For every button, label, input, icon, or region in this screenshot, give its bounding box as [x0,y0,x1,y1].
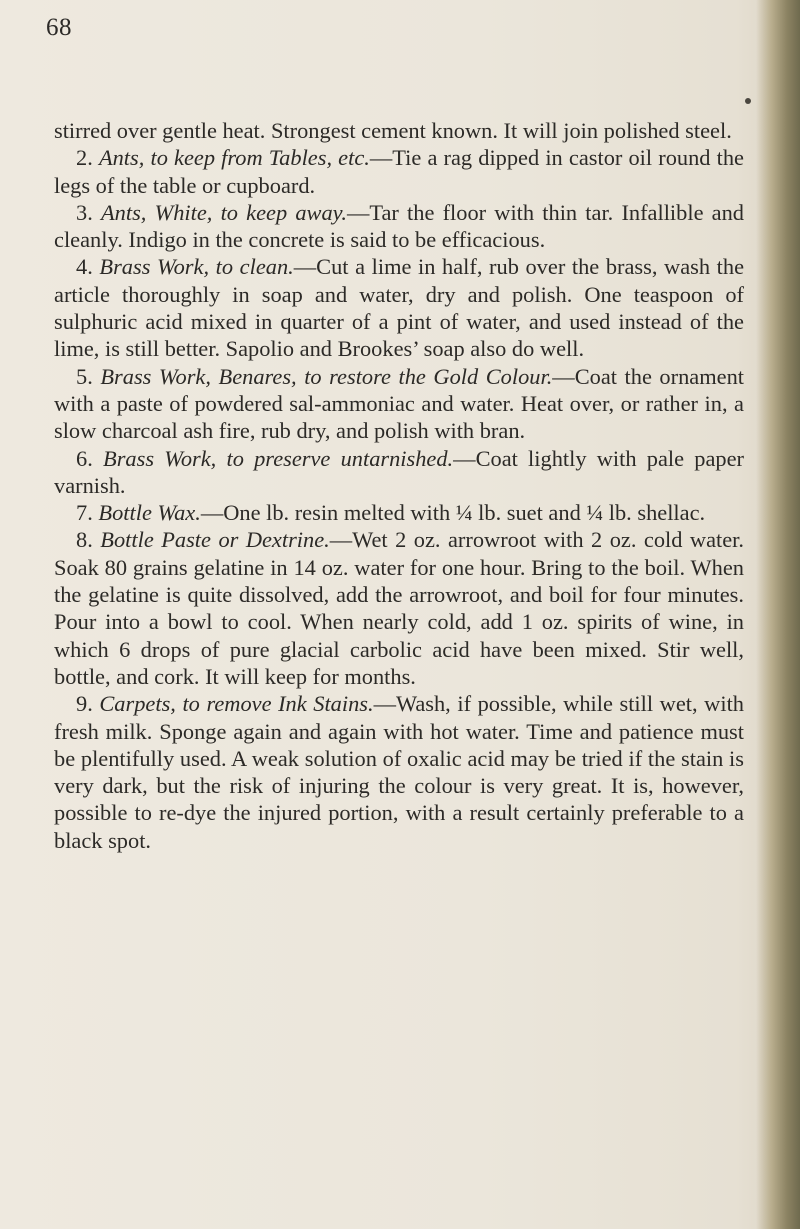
paragraph-title: Ants, White, to keep away. [100,199,347,225]
page-edge-shadow [756,0,800,1229]
paragraph-body: —Tar the floor with thin tar. Infallible and cleanly. Indigo in the concrete is said to be efficacious. [54,199,745,253]
paragraph-5 [54,363,744,445]
paragraph-title: Bottle Paste or Dextrine. [100,527,330,553]
paragraph-number: 7. [76,500,93,526]
paragraph-2 [54,144,744,199]
paragraph-body: —Wash, if possible, while still wet, with fresh milk. Sponge again and again with hot water. Time and patience must be plentifully used. A weak solution of oxalic acid may be tried if the stain is very dark, but the risk of injuring the colour is very great. It is, however, possible to re-dye the injured portion, with a result certainly preferable to a black spot. [54,691,744,853]
page-number: 68 [46,14,72,41]
paragraph-7 [54,499,744,526]
paragraph-title: Brass Work, to preserve untarnished. [103,445,454,471]
paragraph-title: Carpets, to remove Ink Stains. [99,691,374,717]
paragraph-body: —Cut a lime in half, rub over the brass, wash the article thoroughly in soap and water, dry and polish. One teaspoon of sulphuric acid mixed in quarter of a pint of water, and used instead of the lime, is still better. Sapolio and Brookes’ soap also do well. [54,254,745,362]
paragraph-number: 5. [76,363,93,389]
paragraph-9 [54,690,744,854]
paragraph-number: 8. [76,527,93,553]
paragraph-title: Bottle Wax. [98,500,201,526]
paragraph-body: —Coat the ornament with a paste of powdered sal-ammoniac and water. Heat over, or rather in, a slow charcoal ash fire, rub dry, and polish with bran. [54,363,744,444]
paragraph-body: —Wet 2 oz. arrowroot with 2 oz. cold water. Soak 80 grains gelatine in 14 oz. water for one hour. Bring to the boil. When the gelatine is quite dissolved, add the arrowroot, and boil for four minutes. Pour into a bowl to cool. When nearly cold, add 1 oz. spirits of wine, in which 6 drops of pure glacial carbolic acid have been mixed. Stir well, bottle, and cork. It will keep for months. [54,527,745,689]
paragraph-body: —One lb. resin melted with ¼ lb. suet and ¼ lb. shellac. [200,500,706,526]
paragraph-8 [54,526,744,690]
paragraph-4 [54,253,744,362]
paragraph-title: Brass Work, Benares, to restore the Gold Colour. [100,363,553,389]
paragraph-3 [54,199,744,254]
paragraph-body: —Coat lightly with pale paper varnish. [54,445,744,498]
page-text [54,117,744,854]
ink-dot [745,98,751,104]
paragraph-number: 3. [76,199,93,225]
paragraph-title: Brass Work, to clean. [99,254,294,280]
paragraph-body: stirred over gentle heat. Strongest cement known. It will join polished steel. [54,118,732,143]
paragraph-number: 6. [76,445,93,471]
paragraph-title: Ants, to keep from Tables, etc. [98,145,370,171]
paragraph-number: 2. [76,145,93,171]
paragraph-number: 4. [76,254,93,280]
paragraph-continuation [54,117,744,144]
paragraph-number: 9. [76,691,93,717]
paragraph-6 [54,445,744,500]
paragraph-body: —Tie a rag dipped in castor oil round the legs of the table or cupboard. [54,145,744,198]
